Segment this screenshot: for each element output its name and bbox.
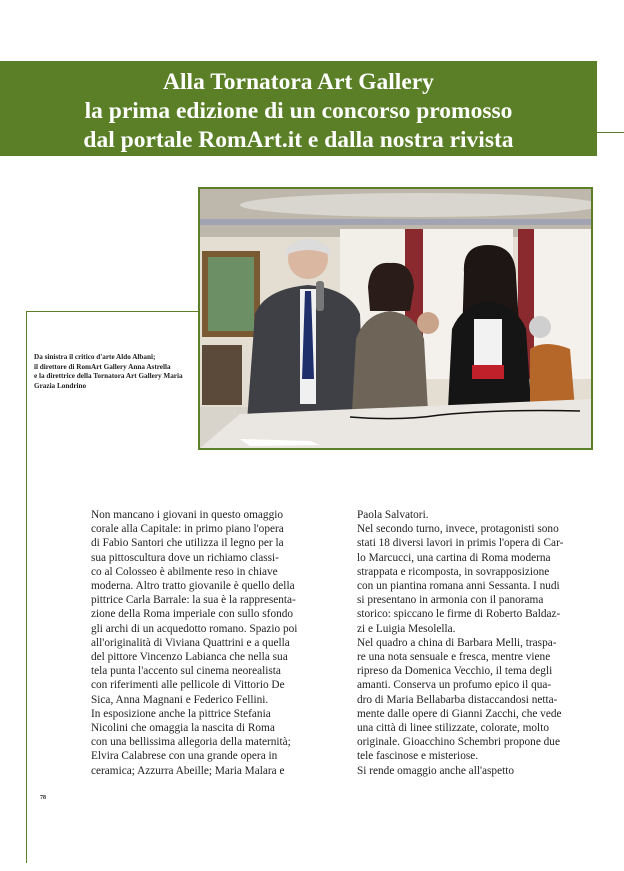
text-line: ceramica; Azzurra Abeille; Maria Malara e <box>91 764 285 777</box>
caption-line-2: il direttore di RomArt Gallery Anna Astrella <box>34 362 171 371</box>
text-line: corale alla Capitale: in primo piano l'opera <box>91 523 284 536</box>
text-line: Nicolini che omaggia la nascita di Roma <box>91 722 275 735</box>
text-line: Nel secondo turno, invece, protagonisti sono <box>357 523 559 536</box>
text-line: Elvira Calabrese con una grande opera in <box>91 750 278 763</box>
text-line: tela punta l'accento sul cinema neorealista <box>91 665 281 678</box>
text-line: gli archi di un acquedotto romano. Spazio poi <box>91 622 298 635</box>
text-line: lo Marcucci, una cartina di Roma moderna <box>357 551 551 564</box>
text-line: sua pittoscultura dove un richiamo classi- <box>91 551 279 564</box>
caption-line-3: e la direttrice della Tornatora Art Gallery Maria <box>34 372 183 381</box>
text-line: originale. Gioacchino Schembri propone due <box>357 736 560 749</box>
title-line-3: dal portale RomArt.it e dalla nostra rivista <box>83 127 514 153</box>
title-line-1: Alla Tornatora Art Gallery <box>163 69 434 95</box>
article-column-left <box>91 508 341 778</box>
text-line: del pittore Vincenzo Labianca che nella sua <box>91 651 288 664</box>
text-line: tele fascinose e misteriose. <box>357 750 479 763</box>
text-line: Si rende omaggio anche all'aspetto <box>357 764 515 777</box>
text-line: stati 18 diversi lavori in primis l'opera di Car- <box>357 537 564 550</box>
text-line: Sica, Anna Magnani e Federico Fellini. <box>91 693 269 706</box>
text-line: Non mancano i giovani in questo omaggio <box>91 509 284 521</box>
title-line-2: la prima edizione di un concorso promosso <box>84 98 513 124</box>
article-title <box>0 68 597 155</box>
text-line: ripreso da Domenica Vecchio, il tema degli <box>357 665 553 678</box>
text-line: all'originalità di Viviana Quattrini e a quella <box>91 636 290 649</box>
text-line: Paola Salvatori. <box>357 509 429 521</box>
text-line: dro di Maria Bellabarba distaccandosi netta- <box>357 693 558 706</box>
side-rule-vertical <box>26 311 27 863</box>
text-line: Nel quadro a china di Barbara Melli, traspa- <box>357 636 557 649</box>
page-number: 78 <box>40 795 46 801</box>
text-line: pittrice Carla Barrale: la sua è la rappresenta- <box>91 594 296 607</box>
text-line: zi e Luigia Mesolella. <box>357 622 456 635</box>
text-line: zione della Roma imperiale con sullo sfondo <box>91 608 294 621</box>
text-line: con un piantina romana anni Sessanta. I nudi <box>357 580 560 593</box>
text-line: co al Colosseo è abilmente reso in chiave <box>91 565 278 578</box>
text-line: con riferimenti alle pellicole di Vittorio De <box>91 679 285 692</box>
article-column-right <box>357 508 597 778</box>
text-line: re una nota sensuale e fresca, mentre viene <box>357 651 551 664</box>
text-line: una città di linee stilizzate, colorate, molto <box>357 722 549 735</box>
event-photo <box>198 187 593 450</box>
caption-line-1: Da sinistra il critico d'arte Aldo Albani; <box>34 353 156 361</box>
text-line: si presentano in armonia con il panorama <box>357 594 544 607</box>
caption-line-4: Grazia Londrino <box>34 381 87 390</box>
text-line: moderna. Altro tratto giovanile è quello della <box>91 580 295 593</box>
text-line: storico: spiccano le firme di Roberto Baldaz- <box>357 608 561 621</box>
title-rule <box>597 132 624 133</box>
side-rule-horizontal <box>26 311 198 312</box>
text-line: con una bellissima allegoria della maternità; <box>91 736 291 749</box>
text-line: di Fabio Santori che utilizza il legno per la <box>91 537 284 550</box>
text-line: mente dalle opere di Gianni Zacchi, che vede <box>357 707 562 720</box>
text-line: strappata e ricomposta, in sovrapposizione <box>357 565 550 578</box>
text-line: amanti. Conserva un profumo epico il qua- <box>357 679 552 692</box>
photo-caption <box>34 353 196 391</box>
text-line: In esposizione anche la pittrice Stefania <box>91 707 271 720</box>
